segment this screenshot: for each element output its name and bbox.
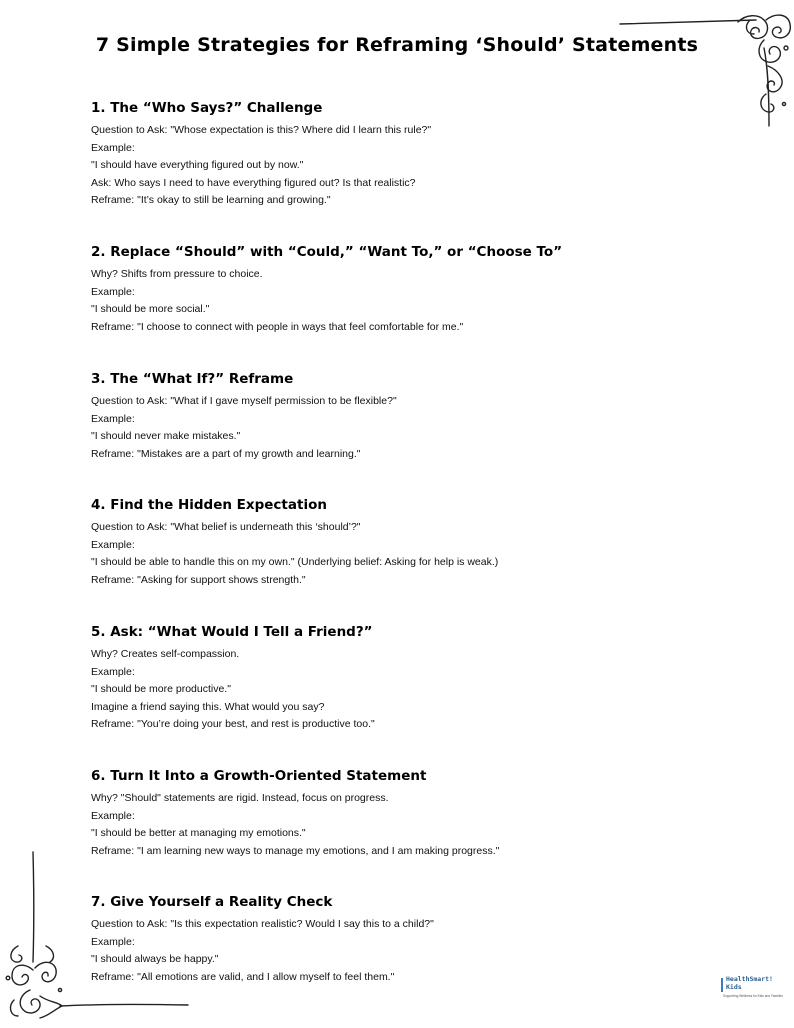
strategy-line: Why? Creates self-compassion. [91,648,240,660]
strategy-line: Why? Shifts from pressure to choice. [91,268,263,280]
logo-accent-bar [721,978,723,992]
strategy-line: Ask: Who says I need to have everything figured out? Is that realistic? [91,176,416,189]
strategy-line: Reframe: "I am learning new ways to manage my emotions, and I am making progress." [91,844,500,857]
strategy-section-2 [91,244,731,336]
strategy-section-5 [91,624,731,734]
strategy-section-7 [91,894,731,986]
strategy-line: Question to Ask: "Whose expectation is this? Where did I learn this rule?" [91,124,432,136]
strategy-line: Example: [91,285,135,298]
strategy-heading: 4. Find the Hidden Expectation [91,497,327,513]
strategy-line: Question to Ask: "What if I gave myself permission to be flexible?" [91,395,397,407]
strategy-line: Question to Ask: "Is this expectation realistic? Would I say this to a child?" [91,918,434,930]
strategy-heading: 6. Turn It Into a Growth-Oriented Statement [91,768,427,784]
strategy-line: Question to Ask: "What belief is underneath this ‘should’?" [91,521,361,533]
strategy-line: Reframe: "Asking for support shows strength." [91,573,306,586]
strategy-line: Imagine a friend saying this. What would you say? [91,700,325,713]
strategy-line: "I should be better at managing my emotions." [91,827,306,839]
strategy-heading: 5. Ask: “What Would I Tell a Friend?” [91,624,373,640]
logo-tagline: Supporting Wellness for Kids and Families [723,994,783,998]
strategy-heading: 2. Replace “Should” with “Could,” “Want To,” or “Choose To” [91,244,563,260]
strategy-heading: 7. Give Yourself a Reality Check [91,894,333,910]
strategy-line: Example: [91,412,135,425]
logo-name: HealthSmart! Kids [726,975,773,991]
strategy-line: Reframe: "You’re doing your best, and rest is productive too." [91,718,375,730]
strategy-line: Reframe: "I choose to connect with people in ways that feel comfortable for me." [91,320,464,333]
strategy-line: "I should never make mistakes." [91,430,241,442]
strategy-line: Example: [91,809,135,822]
strategy-line: Example: [91,141,135,154]
strategy-line: Reframe: "It’s okay to still be learning and growing." [91,194,331,206]
strategy-section-3 [91,371,731,463]
strategy-line: Reframe: "Mistakes are a part of my growth and learning." [91,447,361,460]
strategy-line: Reframe: "All emotions are valid, and I allow myself to feel them." [91,970,395,983]
strategy-heading: 1. The “Who Says?” Challenge [91,100,323,116]
strategy-section-1 [91,100,731,210]
strategy-line: Why? "Should" statements are rigid. Instead, focus on progress. [91,792,389,804]
strategy-line: "I should have everything figured out by now." [91,159,304,171]
healthsmart-kids-logo [721,976,791,1002]
strategy-line: "I should be able to handle this on my own." (Underlying belief: Asking for help is weak.) [91,556,499,568]
strategy-line: "I should always be happy." [91,953,219,965]
strategy-heading: 3. The “What If?” Reframe [91,371,294,387]
strategy-line: "I should be more productive." [91,683,231,695]
page-title: 7 Simple Strategies for Reframing ‘Should’ Statements [95,34,699,56]
strategy-line: "I should be more social." [91,303,210,315]
strategy-line: Example: [91,935,135,948]
strategy-section-4 [91,497,731,589]
strategy-line: Example: [91,665,135,678]
strategy-section-6 [91,768,731,860]
strategy-line: Example: [91,538,135,551]
